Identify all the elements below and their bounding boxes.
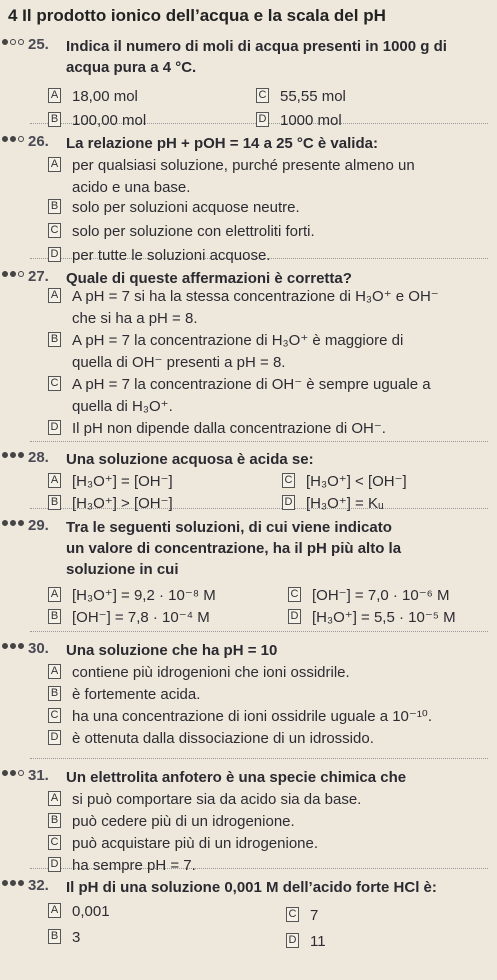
filled-dot-icon (10, 643, 16, 649)
difficulty-dots-icon (2, 770, 24, 776)
filled-dot-icon (2, 880, 8, 886)
question-number: 27. (28, 268, 49, 285)
question-text: acqua pura a 4 °C. (66, 59, 197, 76)
option-text: 7 (310, 907, 319, 924)
option-text: [H₃O⁺] > [OH⁻] (72, 495, 173, 512)
filled-dot-icon (10, 271, 16, 277)
question-separator (30, 758, 488, 759)
option-letter-box: D (48, 730, 61, 745)
option-letter-box: A (48, 288, 61, 303)
empty-dot-icon (10, 39, 16, 45)
empty-dot-icon (18, 770, 24, 776)
option-letter-box: B (48, 332, 61, 347)
option-letter-box: D (288, 609, 301, 624)
question-text: un valore di concentrazione, ha il pH più alto la (66, 540, 402, 557)
filled-dot-icon (2, 39, 8, 45)
option-text: ha una concentrazione di ioni ossidrile uguale a 10⁻¹⁰. (72, 708, 432, 725)
filled-dot-icon (18, 880, 24, 886)
difficulty-dots-icon (2, 136, 24, 142)
filled-dot-icon (10, 770, 16, 776)
option-letter-box: D (286, 933, 299, 948)
option-letter-box: D (48, 420, 61, 435)
option-letter-box: B (48, 609, 61, 624)
option-text: Il pH non dipende dalla concentrazione di OH⁻. (72, 420, 386, 437)
option-letter-box: C (48, 223, 61, 238)
option-letter-box: A (48, 664, 61, 679)
question-text: Una soluzione che ha pH = 10 (66, 642, 278, 659)
option-text: 0,001 (72, 903, 110, 920)
option-text: [H₃O⁺] = Kᵤ (306, 495, 384, 512)
option-text: 3 (72, 929, 81, 946)
section-title: 4 Il prodotto ionico dell’acqua e la scala del pH (8, 6, 386, 25)
option-letter-box: A (48, 88, 61, 103)
question-separator (30, 631, 488, 632)
question-text: Tra le seguenti soluzioni, di cui viene indicato (66, 519, 392, 536)
option-text: è ottenuta dalla dissociazione di un idrossido. (72, 730, 374, 747)
option-letter-box: D (282, 495, 295, 510)
option-text: per tutte le soluzioni acquose. (72, 247, 271, 264)
option-text: si può comportare sia da acido sia da base. (72, 791, 362, 808)
option-text: quella di H₃O⁺. (72, 398, 173, 415)
option-text: [H₃O⁺] < [OH⁻] (306, 473, 407, 490)
option-text: solo per soluzioni acquose neutre. (72, 199, 300, 216)
option-letter-box: B (48, 686, 61, 701)
empty-dot-icon (18, 136, 24, 142)
option-text: [H₃O⁺] = [OH⁻] (72, 473, 173, 490)
option-text: per qualsiasi soluzione, purché presente almeno un (72, 157, 415, 174)
option-letter-box: C (48, 708, 61, 723)
filled-dot-icon (2, 770, 8, 776)
difficulty-dots-icon (2, 271, 24, 277)
filled-dot-icon (18, 643, 24, 649)
filled-dot-icon (2, 643, 8, 649)
option-text: A pH = 7 si ha la stessa concentrazione di H₃O⁺ e OH⁻ (72, 288, 439, 305)
option-letter-box: C (48, 376, 61, 391)
question-number: 31. (28, 767, 49, 784)
option-text: può cedere più di un idrogenione. (72, 813, 295, 830)
option-text: può acquistare più di un idrogenione. (72, 835, 319, 852)
option-text: 11 (310, 933, 326, 950)
empty-dot-icon (18, 271, 24, 277)
question-text: Indica il numero di moli di acqua presenti in 1000 g di (66, 38, 447, 55)
option-text: [H₃O⁺] = 5,5 · 10⁻⁵ M (312, 609, 456, 626)
filled-dot-icon (2, 136, 8, 142)
difficulty-dots-icon (2, 39, 24, 45)
option-letter-box: B (48, 199, 61, 214)
option-letter-box: B (48, 112, 61, 127)
difficulty-dots-icon (2, 452, 24, 458)
option-letter-box: C (48, 835, 61, 850)
option-letter-box: B (48, 495, 61, 510)
filled-dot-icon (10, 452, 16, 458)
option-text: [OH⁻] = 7,0 · 10⁻⁶ M (312, 587, 450, 604)
option-text: che si ha a pH = 8. (72, 310, 198, 327)
option-letter-box: C (286, 907, 299, 922)
option-letter-box: A (48, 473, 61, 488)
option-letter-box: A (48, 791, 61, 806)
empty-dot-icon (18, 39, 24, 45)
difficulty-dots-icon (2, 520, 24, 526)
option-text: A pH = 7 la concentrazione di OH⁻ è sempre uguale a (72, 376, 431, 393)
question-text: La relazione pH + pOH = 14 a 25 °C è valida: (66, 135, 378, 152)
question-number: 25. (28, 36, 49, 53)
filled-dot-icon (10, 520, 16, 526)
option-text: 1000 mol (280, 112, 342, 129)
option-letter-box: C (288, 587, 301, 602)
option-text: solo per soluzione con elettroliti forti. (72, 223, 315, 240)
question-text: Un elettrolita anfotero è una specie chimica che (66, 769, 407, 786)
option-text: A pH = 7 la concentrazione di H₃O⁺ è maggiore di (72, 332, 404, 349)
option-letter-box: C (256, 88, 269, 103)
option-text: ha sempre pH = 7. (72, 857, 196, 874)
question-number: 32. (28, 877, 49, 894)
option-letter-box: B (48, 813, 61, 828)
option-text: 18,00 mol (72, 88, 138, 105)
filled-dot-icon (18, 452, 24, 458)
filled-dot-icon (2, 452, 8, 458)
question-text: Una soluzione acquosa è acida se: (66, 451, 314, 468)
filled-dot-icon (10, 880, 16, 886)
difficulty-dots-icon (2, 880, 24, 886)
option-text: contiene più idrogenioni che ioni ossidrile. (72, 664, 350, 681)
option-text: quella di OH⁻ presenti a pH = 8. (72, 354, 286, 371)
difficulty-dots-icon (2, 643, 24, 649)
question-number: 30. (28, 640, 49, 657)
option-text: è fortemente acida. (72, 686, 201, 703)
question-separator (30, 441, 488, 442)
option-letter-box: A (48, 903, 61, 918)
option-letter-box: A (48, 157, 61, 172)
option-letter-box: A (48, 587, 61, 602)
option-letter-box: C (282, 473, 295, 488)
option-letter-box: B (48, 929, 61, 944)
question-text: Quale di queste affermazioni è corretta? (66, 270, 352, 287)
option-letter-box: D (48, 857, 61, 872)
option-letter-box: D (48, 247, 61, 262)
question-number: 29. (28, 517, 49, 534)
question-text: Il pH di una soluzione 0,001 M dell’acido forte HCl è: (66, 879, 437, 896)
question-number: 26. (28, 133, 49, 150)
option-text: [OH⁻] = 7,8 · 10⁻⁴ M (72, 609, 210, 626)
option-letter-box: D (256, 112, 269, 127)
option-text: acido e una base. (72, 179, 191, 196)
filled-dot-icon (10, 136, 16, 142)
option-text: 55,55 mol (280, 88, 346, 105)
option-text: [H₃O⁺] = 9,2 · 10⁻⁸ M (72, 587, 216, 604)
question-text: soluzione in cui (66, 561, 179, 578)
filled-dot-icon (18, 520, 24, 526)
filled-dot-icon (2, 520, 8, 526)
question-number: 28. (28, 449, 49, 466)
option-text: 100,00 mol (72, 112, 147, 129)
filled-dot-icon (2, 271, 8, 277)
